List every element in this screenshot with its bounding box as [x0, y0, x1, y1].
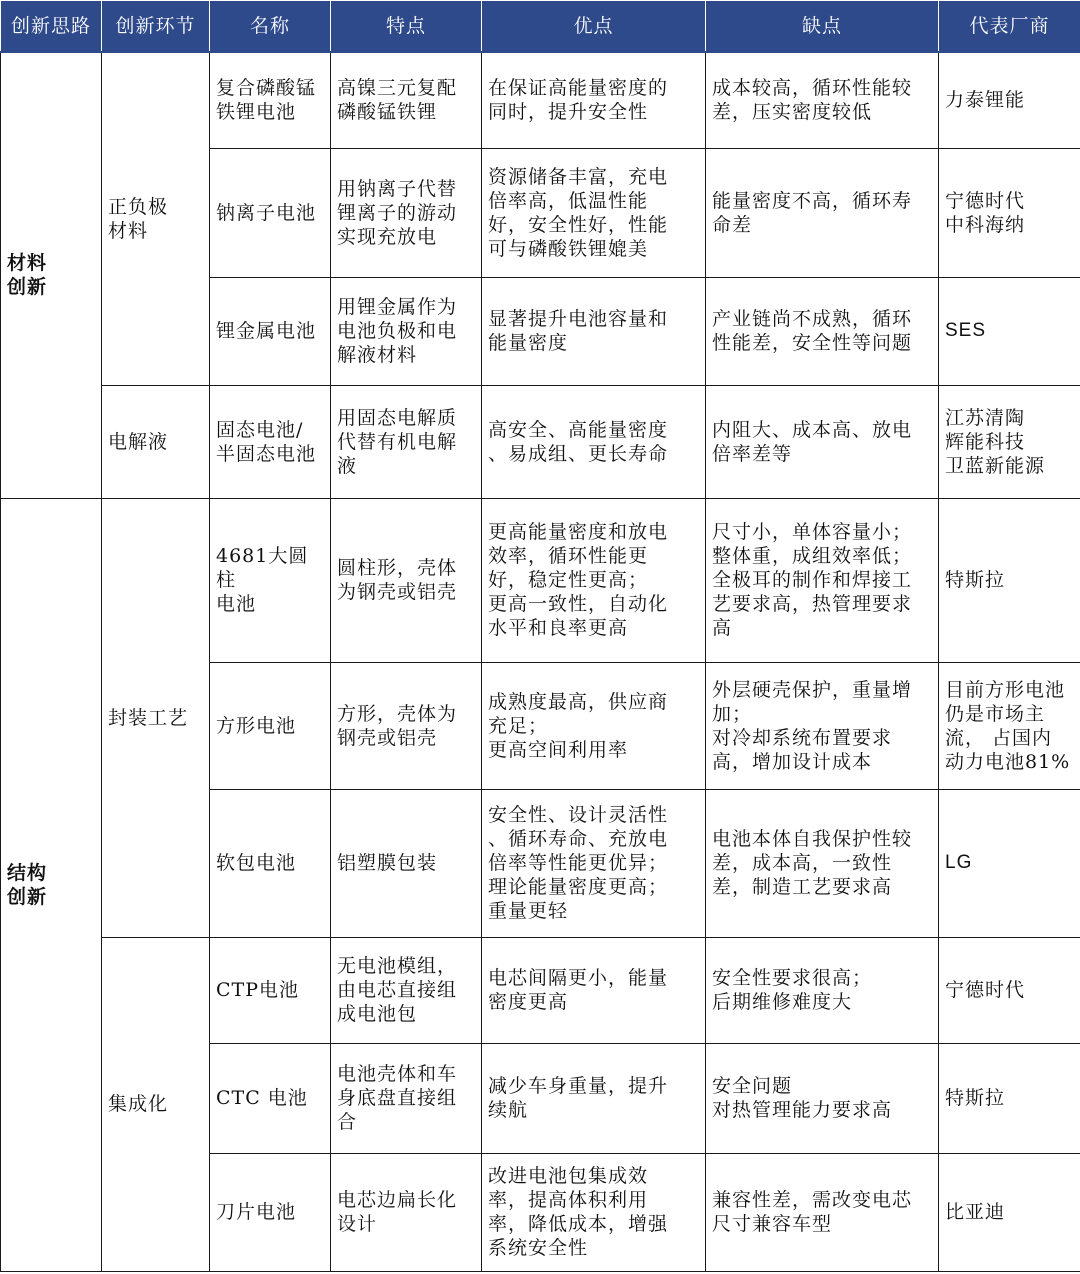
cell-cons: 外层硬壳保护，重量增 加； 对冷却系统布置要求 高，增加设计成本 — [706, 662, 939, 789]
cell-name: 复合磷酸锰 铁锂电池 — [210, 52, 331, 148]
header-advantages: 优点 — [482, 1, 706, 53]
cell-vendor: 宁德时代 — [939, 937, 1080, 1043]
cell-vendor: 比亚迪 — [939, 1153, 1080, 1271]
cell-vendor: 力泰锂能 — [939, 52, 1080, 148]
cell-feature: 高镍三元复配 磷酸锰铁锂 — [331, 52, 482, 148]
table-row — [1, 385, 1080, 498]
cell-feature: 电芯边扁长化 设计 — [331, 1153, 482, 1271]
subgroup-label-electrolyte: 电解液 — [102, 385, 210, 498]
header-row — [1, 1, 1080, 53]
cell-pros: 更高能量密度和放电 效率，循环性能更 好，稳定性更高； 更高一致性，自动化 水平和良率更高 — [482, 498, 706, 662]
cell-feature: 方形，壳体为 钢壳或铝壳 — [331, 662, 482, 789]
cell-feature: 用固态电解质 代替有机电解 液 — [331, 385, 482, 498]
cell-cons: 电池本体自我保护性较 差，成本高，一致性 差，制造工艺要求高 — [706, 789, 939, 937]
cell-vendor: SES — [939, 277, 1080, 385]
cell-pros: 成熟度最高，供应商 充足； 更高空间利用率 — [482, 662, 706, 789]
cell-name: 方形电池 — [210, 662, 331, 789]
table-row — [1, 937, 1080, 1043]
group-label-materials: 材料 创新 — [1, 52, 102, 498]
cell-name: 锂金属电池 — [210, 277, 331, 385]
cell-name: CTP电池 — [210, 937, 331, 1043]
header-features: 特点 — [331, 1, 482, 53]
cell-cons: 兼容性差，需改变电芯 尺寸兼容车型 — [706, 1153, 939, 1271]
cell-name: 软包电池 — [210, 789, 331, 937]
cell-pros: 改进电池包集成效 率，提高体积利用 率，降低成本，增强 系统安全性 — [482, 1153, 706, 1271]
cell-feature: 用钠离子代替 锂离子的游动 实现充放电 — [331, 148, 482, 277]
cell-pros: 资源储备丰富，充电 倍率高，低温性能 好，安全性好，性能 可与磷酸铁锂媲美 — [482, 148, 706, 277]
cell-pros: 电芯间隔更小，能量 密度更高 — [482, 937, 706, 1043]
cell-vendor: 特斯拉 — [939, 1043, 1080, 1153]
cell-name: 钠离子电池 — [210, 148, 331, 277]
cell-cons: 产业链尚不成熟，循环 性能差，安全性等问题 — [706, 277, 939, 385]
cell-pros: 显著提升电池容量和 能量密度 — [482, 277, 706, 385]
cell-cons: 内阻大、成本高、放电 倍率差等 — [706, 385, 939, 498]
group-label-structure: 结构 创新 — [1, 498, 102, 1271]
cell-feature: 圆柱形，壳体 为钢壳或铝壳 — [331, 498, 482, 662]
header-innovation-stage: 创新环节 — [102, 1, 210, 53]
cell-feature: 铝塑膜包装 — [331, 789, 482, 937]
cell-vendor: LG — [939, 789, 1080, 937]
header-innovation-approach: 创新思路 — [1, 1, 102, 53]
subgroup-label-electrode: 正负极 材料 — [102, 52, 210, 385]
cell-pros: 在保证高能量密度的 同时，提升安全性 — [482, 52, 706, 148]
subgroup-label-integration: 集成化 — [102, 937, 210, 1271]
cell-pros: 高安全、高能量密度 、易成组、更长寿命 — [482, 385, 706, 498]
cell-vendor: 目前方形电池 仍是市场主 流， 占国内 动力电池81% — [939, 662, 1080, 789]
header-vendors: 代表厂商 — [939, 1, 1080, 53]
cell-pros: 减少车身重量，提升 续航 — [482, 1043, 706, 1153]
cell-cons: 安全问题 对热管理能力要求高 — [706, 1043, 939, 1153]
subgroup-label-packaging: 封装工艺 — [102, 498, 210, 937]
table-row — [1, 498, 1080, 662]
cell-feature: 电池壳体和车 身底盘直接组 合 — [331, 1043, 482, 1153]
cell-vendor: 宁德时代 中科海纳 — [939, 148, 1080, 277]
cell-vendor: 江苏清陶 辉能科技 卫蓝新能源 — [939, 385, 1080, 498]
cell-name: CTC 电池 — [210, 1043, 331, 1153]
cell-vendor: 特斯拉 — [939, 498, 1080, 662]
cell-cons: 安全性要求很高； 后期维修难度大 — [706, 937, 939, 1043]
table-row — [1, 52, 1080, 148]
cell-pros: 安全性、设计灵活性 、循环寿命、充放电 倍率等性能更优异； 理论能量密度更高； 重量更轻 — [482, 789, 706, 937]
cell-name: 固态电池/ 半固态电池 — [210, 385, 331, 498]
cell-name: 刀片电池 — [210, 1153, 331, 1271]
header-name: 名称 — [210, 1, 331, 53]
cell-feature: 用锂金属作为 电池负极和电 解液材料 — [331, 277, 482, 385]
cell-name: 4681大圆柱 电池 — [210, 498, 331, 662]
cell-feature: 无电池模组， 由电芯直接组 成电池包 — [331, 937, 482, 1043]
cell-cons: 尺寸小，单体容量小； 整体重，成组效率低； 全极耳的制作和焊接工 艺要求高，热管理要求 高 — [706, 498, 939, 662]
cell-cons: 成本较高，循环性能较 差，压实密度较低 — [706, 52, 939, 148]
cell-cons: 能量密度不高，循环寿 命差 — [706, 148, 939, 277]
header-disadvantages: 缺点 — [706, 1, 939, 53]
